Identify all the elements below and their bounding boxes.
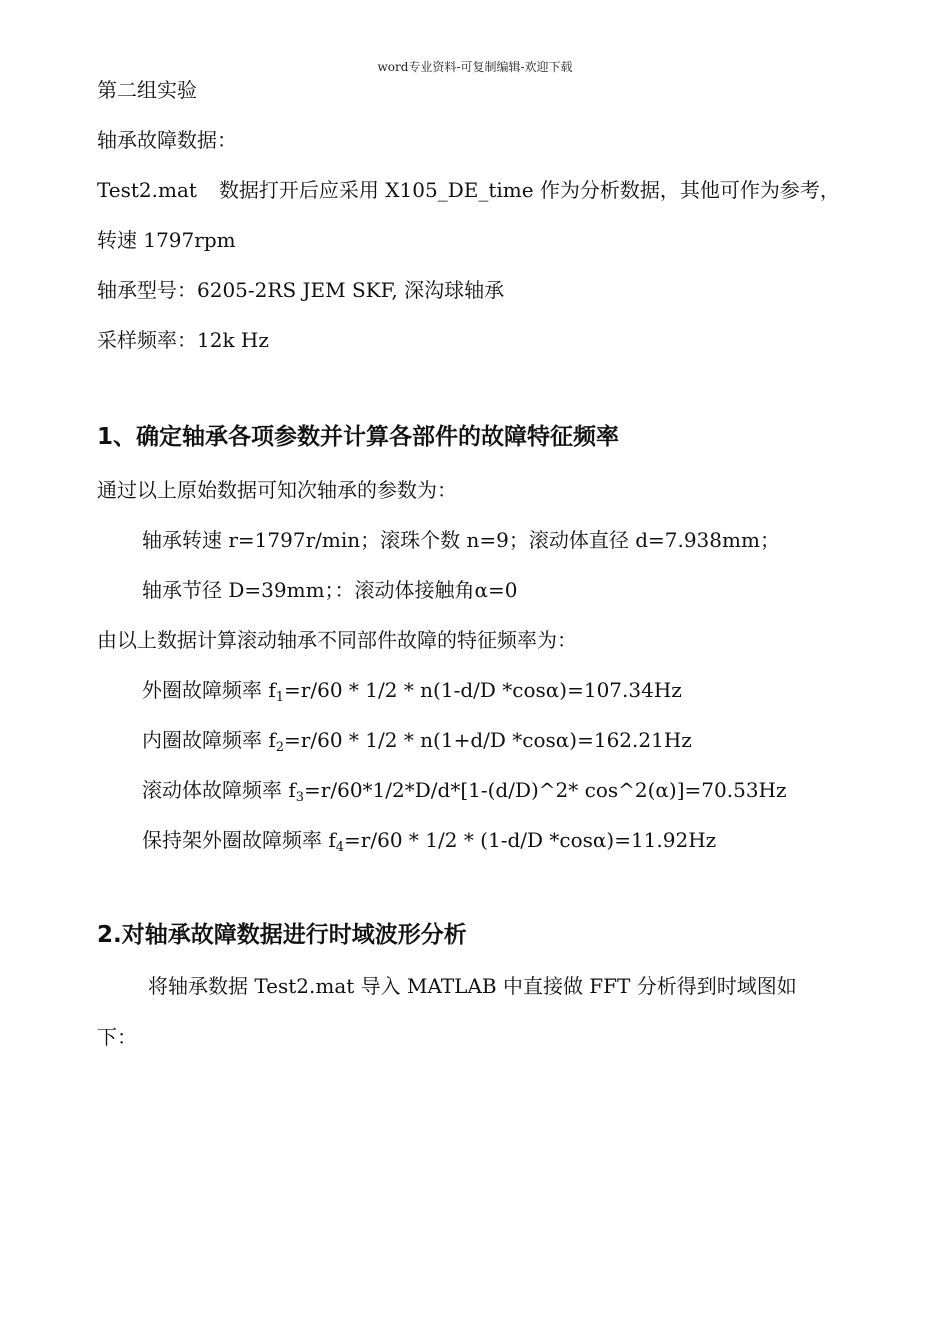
calc-intro: 由以上数据计算滚动轴承不同部件故障的特征频率为：	[97, 628, 577, 652]
freq-formula: =r/60*1/2*D/d*[1-(d/D)^2* cos^2(α)]=70.53Hz	[304, 778, 787, 802]
section1-title: 1、确定轴承各项参数并计算各部件的故障特征频率	[97, 424, 620, 450]
freq-label: 内圈故障频率 f	[142, 728, 276, 752]
freq-rolling-element	[142, 777, 787, 803]
freq-formula: =r/60 * 1/2 * n(1-d/D *cosα)=107.34Hz	[284, 678, 682, 702]
test-file-note: 数据打开后应采用 X105_DE_time 作为分析数据，其他可作为参考，	[218, 178, 840, 202]
freq-cage	[142, 827, 716, 853]
model-line: 轴承型号：6205-2RS JEM SKF, 深沟球轴承	[97, 278, 505, 302]
freq-sub: 2	[275, 740, 285, 755]
sampling-line: 采样频率：12k Hz	[97, 328, 269, 352]
group-title: 第二组实验	[97, 78, 197, 102]
params-line-1: 轴承转速 r=1797r/min；滚珠个数 n=9；滚动体直径 d=7.938mm；	[142, 528, 780, 552]
test-file-line	[97, 177, 840, 203]
freq-sub: 4	[335, 840, 345, 855]
freq-formula: =r/60 * 1/2 * n(1+d/D *cosα)=162.21Hz	[284, 728, 692, 752]
speed-line: 转速 1797rpm	[97, 228, 236, 252]
freq-sub: 1	[275, 690, 285, 705]
freq-sub: 3	[295, 790, 305, 805]
params-line-2: 轴承节径 D=39mm；：滚动体接触角α=0	[142, 578, 518, 602]
test-file-name: Test2.mat	[97, 178, 197, 202]
freq-outer-race	[142, 677, 682, 703]
section2-title: 2.对轴承故障数据进行时域波形分析	[97, 922, 467, 948]
freq-label: 保持架外圈故障频率 f	[142, 828, 336, 852]
params-intro: 通过以上原始数据可知次轴承的参数为：	[97, 478, 457, 502]
page-header: word专业资料-可复制编辑-欢迎下载	[377, 60, 573, 74]
section2-paragraph-line-2: 下：	[97, 1025, 137, 1049]
freq-label: 外圈故障频率 f	[142, 678, 276, 702]
freq-label: 滚动体故障频率 f	[142, 778, 296, 802]
freq-formula: =r/60 * 1/2 * (1-d/D *cosα)=11.92Hz	[344, 828, 717, 852]
freq-inner-race	[142, 727, 692, 753]
data-label: 轴承故障数据：	[97, 128, 237, 152]
section2-paragraph-line-1: 将轴承数据 Test2.mat 导入 MATLAB 中直接做 FFT 分析得到时域图如	[148, 974, 797, 998]
